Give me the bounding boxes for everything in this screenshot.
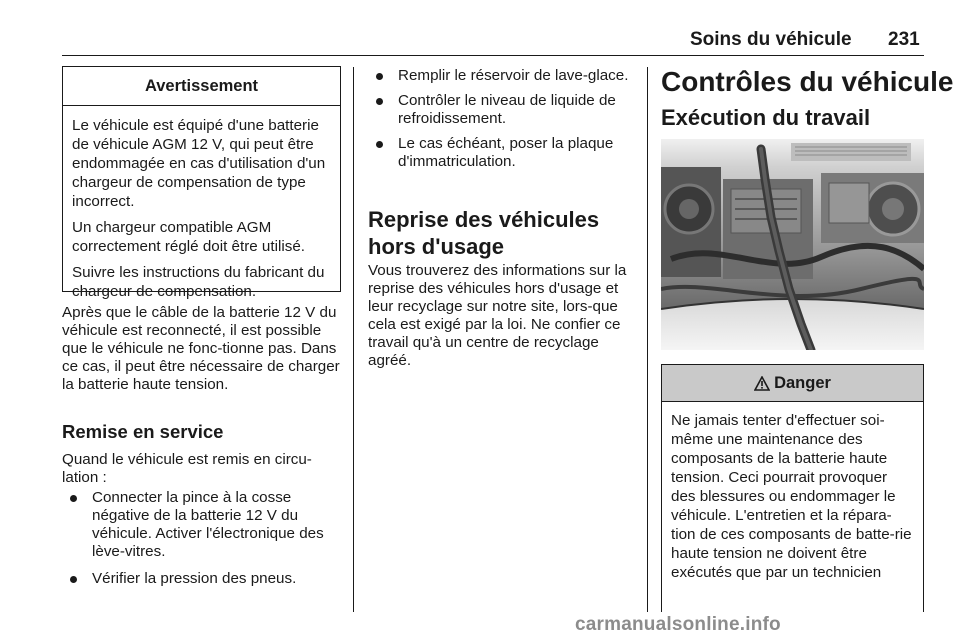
warning-triangle-icon xyxy=(754,376,770,391)
bullet-icon xyxy=(376,98,383,105)
danger-text: Ne jamais tenter d'effectuer soi-même une maintenance des composants de la batterie haute tension. Ceci pourrait provoquer des blessures ou endommager le véhicule. L'entretien et la répara-tion de ces composants de batte-rie haute tension ne doivent être exécutés que par un technicien xyxy=(671,412,912,581)
list-item-text: Remplir le réservoir de lave-glace. xyxy=(398,67,629,84)
bullet-icon xyxy=(70,495,77,502)
list-item xyxy=(368,92,636,128)
battery-paragraph xyxy=(62,304,346,394)
list-item-text: Vérifier la pression des pneus. xyxy=(92,570,297,587)
list-item-text: Connecter la pince à la cosse négative de la batterie 12 V du véhicule. Activer l'électronique des lève-vitres. xyxy=(92,489,324,560)
danger-box-header xyxy=(662,365,923,402)
list-item xyxy=(62,570,332,588)
warning-box-body xyxy=(63,106,340,301)
list-item-text: Le cas échéant, poser la plaque d'immatriculation. xyxy=(398,135,614,170)
remise-bullets xyxy=(62,489,332,595)
warning-paragraph: Suivre les instructions du fabricant du chargeur de compensation. xyxy=(72,264,325,300)
section-title: Soins du véhicule xyxy=(690,29,852,50)
bullet-icon xyxy=(376,141,383,148)
list-item xyxy=(368,67,636,85)
column-separator-1 xyxy=(353,67,354,612)
header-rule xyxy=(62,55,924,56)
reprise-heading: Reprise des véhicules hors d'usage xyxy=(368,207,600,259)
watermark: carmanualsonline.info xyxy=(575,614,781,635)
bullet-icon xyxy=(376,73,383,80)
list-item xyxy=(62,489,332,561)
bullet-icon xyxy=(70,576,77,583)
list-item-text: Contrôler le niveau de liquide de refroidissement. xyxy=(398,92,616,127)
remise-intro xyxy=(62,451,346,487)
reprise-paragraph-text: Vous trouverez des informations sur la reprise des véhicules hors d'usage et leur recyclage sur notre site, lors-que cela est exigé par la loi. Ne confier ce travail qu'à un centre de recyclage agréé. xyxy=(368,262,627,369)
list-item xyxy=(368,135,636,171)
reprise-paragraph xyxy=(368,262,638,370)
warning-box-title: Avertissement xyxy=(63,67,340,106)
remise-intro-text: Quand le véhicule est remis en circu-lation : xyxy=(62,451,312,486)
checklist-bullets xyxy=(368,67,636,178)
engine-bay-photo xyxy=(661,139,924,350)
column-separator-2 xyxy=(647,67,648,612)
warning-paragraph: Un chargeur compatible AGM correctement réglé doit être utilisé. xyxy=(72,219,305,255)
page-number: 231 xyxy=(888,29,920,50)
danger-box-title: Danger xyxy=(774,373,831,392)
sub-heading: Exécution du travail xyxy=(661,105,871,130)
warning-paragraph: Le véhicule est équipé d'une batterie de véhicule AGM 12 V, qui peut être endommagée en cas d'utilisation d'un chargeur de compensation de type incorrect. xyxy=(72,117,326,210)
danger-box xyxy=(661,364,924,612)
remise-heading: Remise en service xyxy=(62,421,224,442)
danger-box-body xyxy=(662,402,923,582)
warning-box xyxy=(62,66,341,300)
main-heading: Contrôles du véhicule xyxy=(661,66,954,97)
battery-paragraph-text: Après que le câble de la batterie 12 V du véhicule est reconnecté, il est possible que le véhicule ne fonc-tionne pas. Dans ce cas, il peut être nécessaire de charger la batterie haute tension. xyxy=(62,304,340,393)
